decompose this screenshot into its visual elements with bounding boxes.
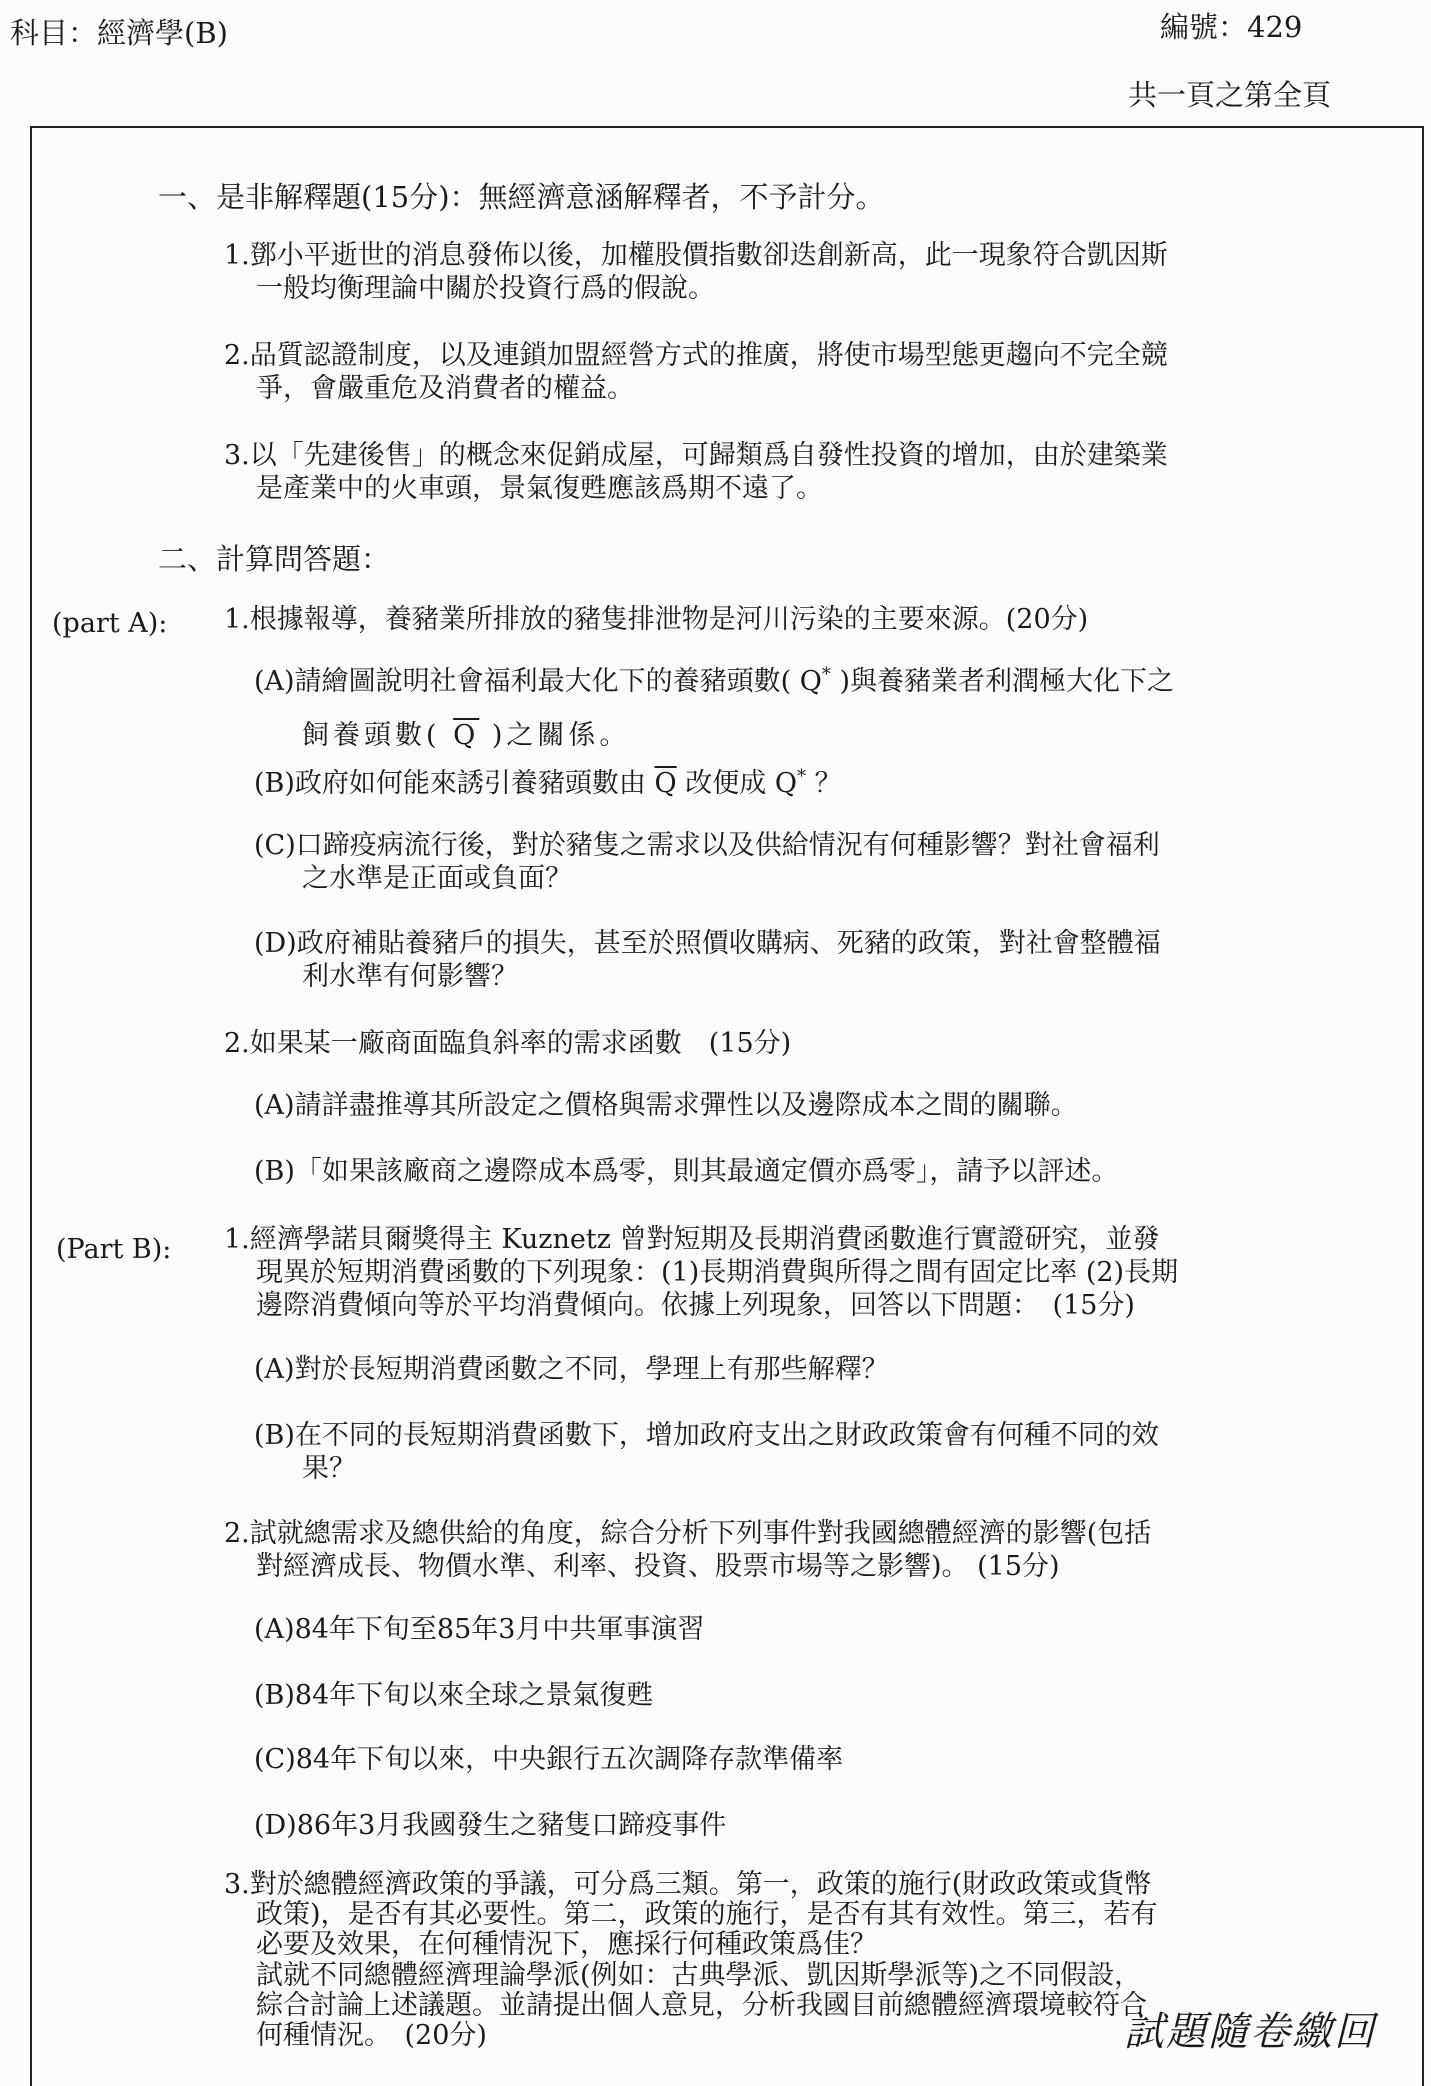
partA-q1-d: (D)政府補貼養豬戶的損失，甚至於照價收購病、死豬的政策，對社會整體福 利水準有何影響？ [254, 928, 1161, 992]
partB-q1: 1.經濟學諾貝爾獎得主 Kuznetz 曾對短期及長期消費函數進行實證研究，並發 現異於短期消費函數的下列現象：(1)長期消費與所得之間有固定比率 (2)長期 邊際消費傾向等於平均消費傾向。依據上列現象，回答以下問題： (15分) [224, 1224, 1179, 1321]
q-star-symbol: Q* [774, 766, 806, 799]
partA-q1-b: (B)政府如何能來誘引養豬頭數由 $\overline{Q}$ 改便成 Q* ？ [254, 766, 842, 799]
section1-title: 一、是非解釋題(15分)：無經濟意涵解釋者，不予計分。 [158, 180, 885, 214]
partB-q2-b: (B)84年下旬以來全球之景氣復甦 [254, 1680, 654, 1711]
s1-item-1: 1.鄧小平逝世的消息發佈以後，加權股價指數卻迭創新高，此一現象符合凱因斯 一般均衡理論中關於投資行爲的假說。 [224, 240, 1168, 304]
q-star-symbol: Q* [799, 664, 831, 697]
page-count: 共一頁之第全頁 [1128, 78, 1332, 112]
partB-q1-b: (B)在不同的長短期消費函數下，增加政府支出之財政政策會有何種不同的效 果？ [254, 1420, 1159, 1484]
q-bar-symbol: $\overline{Q}$ [453, 720, 480, 751]
partA-q1-a-line2: 飼養頭數( $\overline{Q}$ )之關係。 [302, 720, 631, 751]
partA-q2-a: (A)請詳盡推導其所設定之價格與需求彈性以及邊際成本之間的關聯。 [254, 1090, 1078, 1121]
partB-q3: 3.對於總體經濟政策的爭議，可分爲三類。第一，政策的施行(財政政策或貨幣 政策)，是否有其必要性。第二，政策的施行，是否有其有效性。第三，若有 必要及效果，在何種情況下，應採行何種政策爲佳？ 試就不同總體經濟理論學派(例如：古典學派、凱因斯學派等)之不同假設， 綜合討論上述議題。並請提出個人意見，分析我國目前總體經濟環境較符合 何種情況。 (20分) [224, 1869, 1158, 2052]
q-bar-symbol: $\overline{Q}$ [654, 768, 677, 799]
partA-q1: 1.根據報導，養豬業所排放的豬隻排泄物是河川污染的主要來源。(20分) [224, 604, 1089, 635]
section2-title: 二、計算問答題： [158, 542, 391, 576]
s1-item-3: 3.以「先建後售」的概念來促銷成屋，可歸類爲自發性投資的增加，由於建築業 是產業中的火車頭，景氣復甦應該爲期不遠了。 [224, 440, 1168, 504]
partB-q2: 2.試就總需求及總供給的角度，綜合分析下列事件對我國總體經濟的影響(包括 對經濟成長、物價水準、利率、投資、股票市場等之影響)。 (15分) [224, 1518, 1152, 1582]
s1-item-2: 2.品質認證制度，以及連鎖加盟經營方式的推廣，將使市場型態更趨向不完全競 爭，會嚴重危及消費者的權益。 [224, 340, 1168, 404]
subject-label: 科目：經濟學(B) [10, 16, 228, 50]
partA-q1-a-line1: (A)請繪圖說明社會福利最大化下的養豬頭數( Q* )與養豬業者利潤極大化下之 [254, 664, 1174, 697]
return-paper-stamp: 試題隨卷繳回 [1124, 2009, 1376, 2055]
partB-q1-a: (A)對於長短期消費函數之不同，學理上有那些解釋？ [254, 1354, 889, 1385]
partA-label: (part A): [52, 608, 168, 639]
partB-label: (Part B): [56, 1234, 172, 1265]
partA-q2-b: (B)「如果該廠商之邊際成本爲零，則其最適定價亦爲零」，請予以評述。 [254, 1156, 1119, 1187]
partA-q2: 2.如果某一廠商面臨負斜率的需求函數 (15分) [224, 1028, 792, 1059]
exam-code: 編號：429 [1160, 10, 1303, 44]
partB-q2-c: (C)84年下旬以來，中央銀行五次調降存款準備率 [254, 1744, 844, 1775]
partB-q2-a: (A)84年下旬至85年3月中共軍事演習 [254, 1614, 705, 1645]
partA-q1-c: (C)口蹄疫病流行後，對於豬隻之需求以及供給情況有何種影響？對社會福利 之水準是正面或負面？ [254, 830, 1160, 894]
partB-q2-d: (D)86年3月我國發生之豬隻口蹄疫事件 [254, 1810, 727, 1841]
